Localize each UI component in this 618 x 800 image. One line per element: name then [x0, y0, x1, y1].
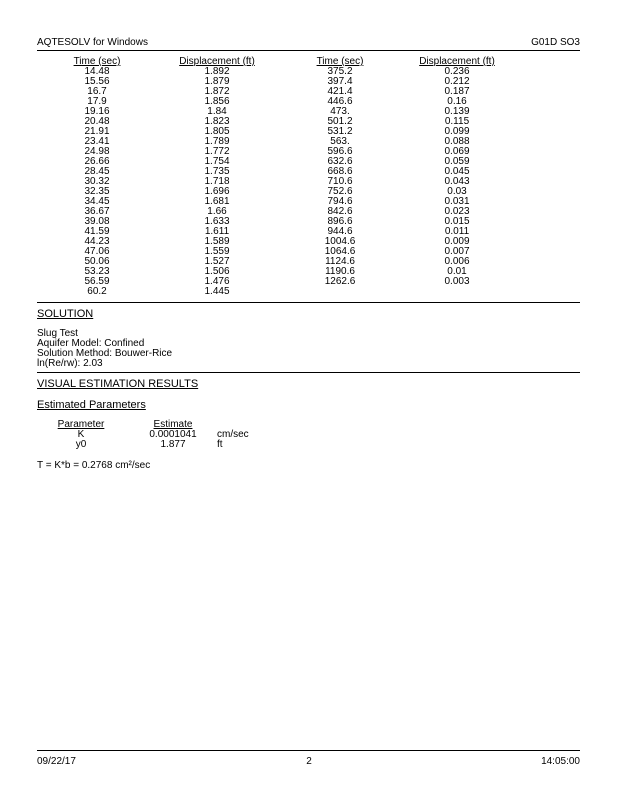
solution-line-method: Solution Method: Bouwer-Rice [37, 348, 173, 359]
cell-displacement-1: 1.696 [204, 186, 230, 197]
cell-time-1: 28.45 [84, 166, 110, 177]
cell-time-1: 14.48 [84, 66, 110, 77]
col-header-time-1: Time (sec) [73, 56, 121, 67]
cell-displacement-2: 0.088 [444, 136, 470, 147]
cell-displacement-2: 0.009 [444, 236, 470, 247]
param-header-estimate: Estimate [153, 419, 193, 430]
cell-displacement-1: 1.611 [204, 226, 230, 237]
table-row [37, 247, 580, 257]
cell-time-2: 1124.6 [325, 256, 355, 267]
cell-time-1: 17.9 [87, 96, 107, 107]
cell-displacement-2: 0.01 [447, 266, 467, 277]
cell-time-2: 1004.6 [324, 236, 356, 247]
cell-time-1: 34.45 [84, 196, 110, 207]
param-unit: cm/sec [217, 429, 249, 440]
cell-displacement-2: 0.023 [444, 206, 470, 217]
cell-time-2: 1262.6 [324, 276, 356, 287]
cell-time-2: 794.6 [327, 196, 353, 207]
cell-displacement-2: 0.187 [444, 86, 470, 97]
cell-displacement-1: 1.681 [204, 196, 230, 207]
param-estimate: 1.877 [160, 439, 186, 450]
cell-time-1: 19.16 [84, 106, 110, 117]
cell-time-2: 710.6 [327, 176, 353, 187]
solution-details [37, 329, 172, 369]
table-row [37, 187, 580, 197]
solution-divider [37, 302, 580, 303]
solution-line-ln-ratio: ln(Re/rw): 2.03 [37, 358, 103, 369]
cell-displacement-2: 0.007 [444, 246, 470, 257]
cell-displacement-2: 0.043 [444, 176, 470, 187]
param-header-parameter: Parameter [57, 419, 105, 430]
cell-time-1: 21.91 [84, 126, 110, 137]
param-name: K [77, 429, 85, 440]
solution-line-aquifer-model: Aquifer Model: Confined [37, 338, 145, 349]
cell-time-2: 1064.6 [324, 246, 356, 257]
footer-date: 09/22/17 [37, 756, 76, 767]
cell-displacement-2: 0.003 [444, 276, 470, 287]
table-row [37, 137, 580, 147]
cell-time-2: 944.6 [327, 226, 353, 237]
table-row [37, 277, 580, 287]
footer-page-number: 2 [306, 756, 312, 767]
table-body [37, 67, 580, 297]
table-row [37, 227, 580, 237]
cell-time-2: 421.4 [327, 86, 353, 97]
cell-displacement-1: 1.879 [204, 76, 230, 87]
cell-displacement-2: 0.16 [447, 96, 467, 107]
param-estimate: 0.0001041 [149, 429, 197, 440]
cell-time-2: 531.2 [327, 126, 353, 137]
displacement-table [37, 57, 580, 297]
cell-displacement-2: 0.03 [447, 186, 467, 197]
cell-time-2: 501.2 [327, 116, 353, 127]
cell-displacement-2: 0.006 [444, 256, 470, 267]
table-row [37, 287, 580, 297]
visual-divider [37, 372, 580, 373]
cell-time-2: 842.6 [327, 206, 353, 217]
cell-time-2: 668.6 [327, 166, 353, 177]
cell-time-1: 32.35 [84, 186, 110, 197]
table-row [37, 67, 580, 77]
cell-time-2: 1190.6 [325, 266, 355, 277]
col-header-displacement-1: Displacement (ft) [179, 56, 255, 67]
cell-displacement-2: 0.236 [444, 66, 470, 77]
cell-time-1: 60.2 [87, 286, 107, 297]
cell-time-2: 752.6 [327, 186, 353, 197]
col-header-time-2: Time (sec) [316, 56, 364, 67]
cell-time-2: 446.6 [327, 96, 353, 107]
table-row [37, 167, 580, 177]
estimated-parameters-title: Estimated Parameters [37, 399, 146, 411]
table-row [37, 257, 580, 267]
cell-time-1: 56.59 [84, 276, 110, 287]
cell-displacement-1: 1.735 [204, 166, 230, 177]
cell-time-1: 15.56 [84, 76, 110, 87]
cell-displacement-1: 1.872 [204, 86, 230, 97]
cell-displacement-1: 1.823 [204, 116, 230, 127]
param-unit: ft [217, 439, 223, 450]
cell-time-1: 36.67 [84, 206, 110, 217]
cell-time-1: 39.08 [84, 216, 110, 227]
cell-displacement-2: 0.045 [444, 166, 470, 177]
cell-displacement-1: 1.633 [204, 216, 230, 227]
cell-displacement-1: 1.789 [204, 136, 230, 147]
cell-time-2: 632.6 [327, 156, 353, 167]
cell-displacement-1: 1.589 [204, 236, 230, 247]
table-row [37, 127, 580, 137]
cell-time-1: 16.7 [87, 86, 107, 97]
cell-displacement-2: 0.059 [444, 156, 470, 167]
cell-displacement-1: 1.856 [204, 96, 230, 107]
cell-time-1: 41.59 [84, 226, 110, 237]
table-row [37, 87, 580, 97]
cell-displacement-1: 1.754 [204, 156, 230, 167]
solution-title: SOLUTION [37, 308, 94, 320]
cell-displacement-1: 1.772 [204, 146, 230, 157]
cell-time-1: 47.06 [84, 246, 110, 257]
cell-time-1: 26.66 [84, 156, 110, 167]
table-row [37, 77, 580, 87]
cell-displacement-1: 1.805 [204, 126, 230, 137]
solution-line-test-type: Slug Test [37, 328, 78, 339]
table-row [37, 107, 580, 117]
cell-displacement-2: 0.011 [444, 226, 470, 237]
table-row [37, 197, 580, 207]
cell-displacement-1: 1.66 [207, 206, 227, 217]
header-divider [37, 50, 580, 51]
table-row [37, 117, 580, 127]
cell-time-1: 53.23 [84, 266, 110, 277]
cell-displacement-2: 0.015 [444, 216, 470, 227]
cell-time-1: 50.06 [84, 256, 110, 267]
cell-displacement-2: 0.115 [444, 116, 470, 127]
cell-time-2: 375.2 [327, 66, 353, 77]
table-row [37, 157, 580, 167]
cell-displacement-1: 1.506 [204, 266, 230, 277]
cell-displacement-2: 0.099 [444, 126, 470, 137]
col-header-displacement-2: Displacement (ft) [419, 56, 495, 67]
table-row [37, 267, 580, 277]
cell-displacement-1: 1.476 [204, 276, 230, 287]
table-row [37, 177, 580, 187]
cell-displacement-1: 1.718 [204, 176, 230, 187]
cell-displacement-2: 0.212 [444, 76, 470, 87]
cell-time-1: 30.32 [84, 176, 110, 187]
cell-displacement-1: 1.84 [207, 106, 227, 117]
cell-displacement-1: 1.559 [204, 246, 230, 257]
footer-time: 14:05:00 [541, 756, 580, 767]
cell-displacement-1: 1.527 [204, 256, 230, 267]
table-header-row [37, 57, 580, 67]
cell-time-1: 23.41 [84, 136, 110, 147]
cell-time-2: 596.6 [327, 146, 353, 157]
cell-time-2: 397.4 [327, 76, 353, 87]
cell-displacement-2: 0.031 [444, 196, 470, 207]
visual-results-title: VISUAL ESTIMATION RESULTS [37, 378, 199, 390]
cell-time-2: 896.6 [327, 216, 353, 227]
cell-time-2: 473. [330, 106, 350, 117]
footer-divider [37, 750, 580, 751]
cell-time-1: 20.48 [84, 116, 110, 127]
cell-displacement-1: 1.445 [204, 286, 230, 297]
table-row [37, 237, 580, 247]
table-row [37, 147, 580, 157]
cell-time-1: 24.98 [84, 146, 110, 157]
table-row [37, 97, 580, 107]
param-row-y0 [37, 440, 297, 450]
cell-displacement-2: 0.069 [444, 146, 470, 157]
cell-time-1: 44.23 [84, 236, 110, 247]
table-row [37, 207, 580, 217]
parameter-table [37, 420, 297, 450]
app-title: AQTESOLV for Windows [37, 37, 148, 48]
cell-displacement-1: 1.892 [204, 66, 230, 77]
param-name: y0 [75, 439, 87, 450]
table-row [37, 217, 580, 227]
cell-time-2: 563. [330, 136, 350, 147]
document-id: G01D SO3 [531, 37, 580, 48]
transmissivity-result: T = K*b = 0.2768 cm²/sec [37, 460, 151, 471]
cell-displacement-2: 0.139 [444, 106, 470, 117]
